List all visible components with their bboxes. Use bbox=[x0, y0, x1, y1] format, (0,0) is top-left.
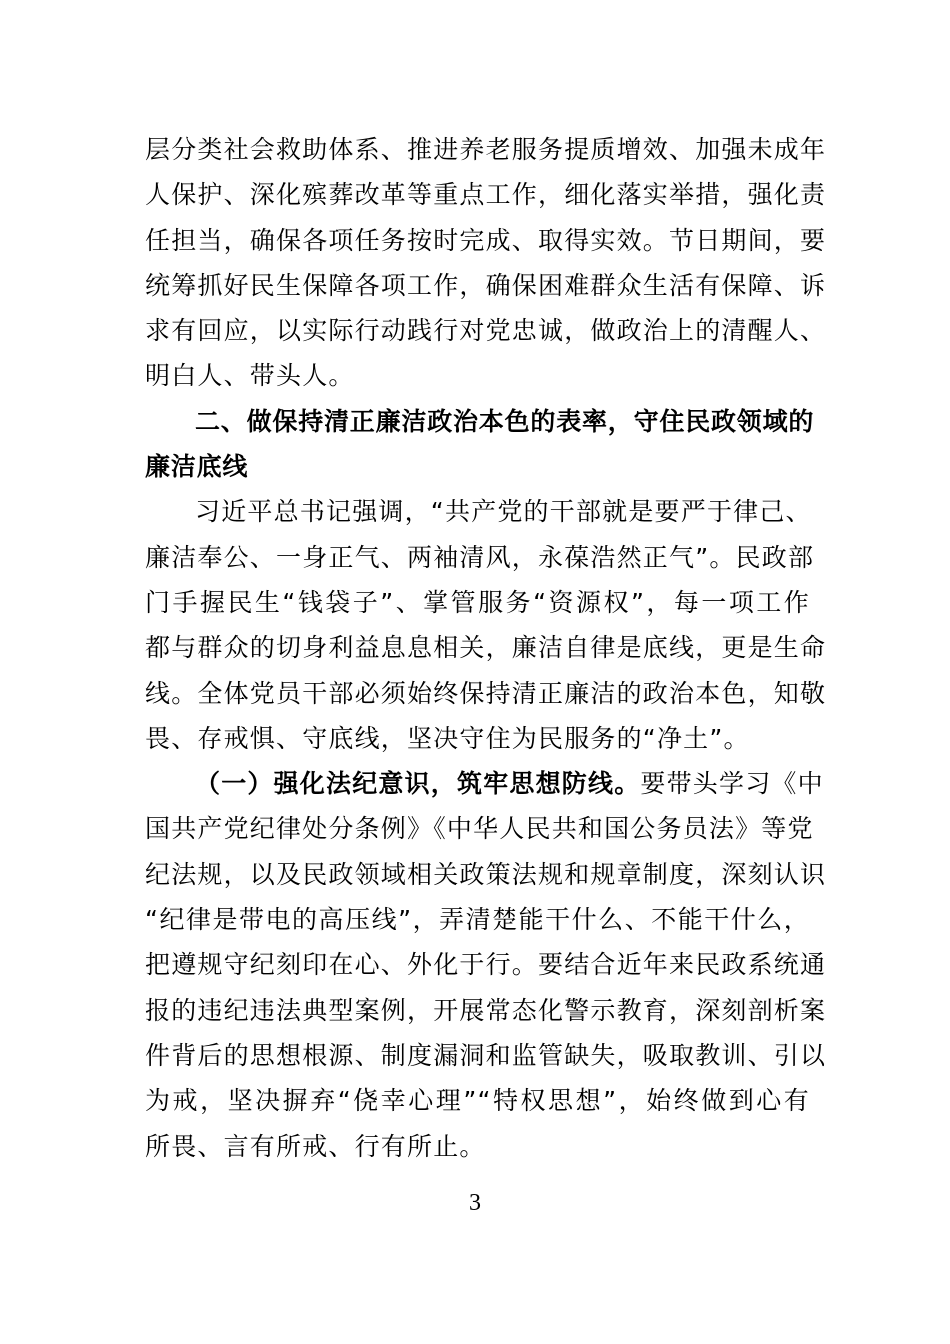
paragraph-line: 把遵规守纪刻印在心、外化于行。要结合近年来民政系统通 bbox=[145, 950, 827, 980]
paragraph-line bbox=[145, 761, 824, 806]
paragraph-line: 统筹抓好民生保障各项工作，确保困难群众生活有保障、诉 bbox=[145, 270, 827, 300]
section-heading-line: 二、做保持清正廉洁政治本色的表率，守住民政领域的 bbox=[195, 406, 815, 436]
paragraph-line: 层分类社会救助体系、推进养老服务提质增效、加强未成年 bbox=[145, 135, 827, 164]
paragraph-line: 件背后的思想根源、制度漏洞和监管缺失，吸取教训、引以 bbox=[145, 1040, 827, 1070]
paragraph-line: 习近平总书记强调，“共产党的干部就是要严于律己、 bbox=[195, 497, 812, 527]
page-number: 3 bbox=[469, 1190, 481, 1216]
paragraph-line: 畏、存戒惧、守底线，坚决守住为民服务的“净土”。 bbox=[145, 723, 750, 753]
paragraph-line: 廉洁奉公、一身正气、两袖清风，永葆浩然正气”。民政部 bbox=[145, 542, 815, 572]
section-heading-line: 廉洁底线 bbox=[145, 452, 249, 482]
paragraph-line: 报的违纪违法典型案例，开展常态化警示教育，深刻剖析案 bbox=[145, 995, 827, 1025]
paragraph-line: 任担当，确保各项任务按时完成、取得实效。节日期间，要 bbox=[145, 225, 827, 255]
paragraph-line: 人保护、深化殡葬改革等重点工作，细化落实举措，强化责 bbox=[145, 180, 827, 210]
paragraph-line: “纪律是带电的高压线”，弄清楚能干什么、不能干什么， bbox=[145, 905, 810, 935]
paragraph-line: 纪法规，以及民政领域相关政策法规和规章制度，深刻认识 bbox=[145, 859, 827, 889]
body-text bbox=[145, 127, 827, 1169]
paragraph-line: 求有回应，以实际行动践行对党忠诚，做政治上的清醒人、 bbox=[145, 316, 827, 346]
subheading: （一）强化法纪意识，筑牢思想防线。 bbox=[195, 769, 641, 799]
paragraph-line: 明白人、带头人。 bbox=[145, 361, 355, 391]
paragraph-line: 国共产党纪律处分条例》《中华人民共和国公务员法》等党 bbox=[145, 814, 814, 844]
paragraph-line-rest: 要带头学习《中 bbox=[640, 769, 824, 799]
paragraph-line: 线。全体党员干部必须始终保持清正廉洁的政治本色，知敬 bbox=[145, 678, 827, 708]
paragraph-line: 门手握民生“钱袋子”、掌管服务“资源权”，每一项工作 bbox=[145, 587, 810, 617]
paragraph-line: 都与群众的切身利益息息相关，廉洁自律是底线，更是生命 bbox=[145, 633, 827, 663]
paragraph-line: 为戒，坚决摒弃“侥幸心理”“特权思想”，始终做到心有 bbox=[145, 1086, 810, 1116]
paragraph-line: 所畏、言有所戒、行有所止。 bbox=[145, 1131, 486, 1161]
